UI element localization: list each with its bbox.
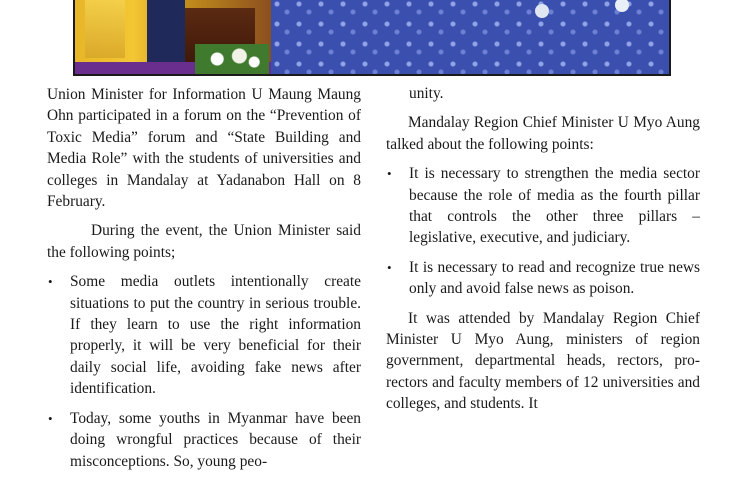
bullet-icon: • <box>387 166 392 182</box>
news-photo <box>73 0 671 76</box>
chief-minister-points-list <box>386 163 700 299</box>
list-item-text: Today, some youths in Myanmar have been doing wrongful practices because of their misconceptions. So, young peo- <box>70 409 361 470</box>
list-item-text: It is necessary to strengthen the media sector because the role of media as the fourth pillar that controls the other three pillars – legislative, executive, and judiciary. <box>409 165 700 247</box>
list-item-text: Some media outlets intentionally create situations to put the country in serious trouble. If they learn to use the right information properly, it will be very beneficial for their daily social life, avoiding fake news after identification. <box>70 273 361 398</box>
minister-points-list <box>47 271 361 472</box>
photo-curtain <box>85 0 125 58</box>
left-column <box>47 84 361 480</box>
photo-tables <box>615 0 629 12</box>
intro-paragraph: Union Minister for Information U Maung Maung Ohn participated in a forum on the “Prevention of Toxic Media” forum and “State Building and Media Role” with the students of universities and colleges in Mandalay at Yadanabon Hall on 8 February. <box>47 86 361 211</box>
list-item <box>386 257 700 300</box>
photo-audience-floor <box>271 0 669 74</box>
list-item <box>47 271 361 399</box>
bullet-icon: • <box>387 259 392 275</box>
photo-speaker-stage <box>75 0 271 74</box>
attendance-paragraph: It was attended by Mandalay Region Chief Minister U Myo Aung, ministers of region government, departmental heads, rectors, pro-rectors and faculty members of 12 universities and colleges, and students. It <box>386 309 700 413</box>
continued-text: unity. <box>409 85 444 102</box>
photo-flowers <box>195 44 269 74</box>
list-item-text: It is necessary to read and recognize true news only and avoid false news as poison. <box>409 258 700 298</box>
bullet-icon: • <box>48 410 53 426</box>
during-paragraph: During the event, the Union Minister said the following points; <box>47 222 361 261</box>
right-column <box>386 84 700 423</box>
chief-minister-paragraph: Mandalay Region Chief Minister U Myo Aung talked about the following points: <box>386 114 700 153</box>
bullet-icon: • <box>48 274 53 290</box>
list-item <box>386 163 700 249</box>
photo-speaker <box>147 0 185 70</box>
list-item <box>47 408 361 472</box>
